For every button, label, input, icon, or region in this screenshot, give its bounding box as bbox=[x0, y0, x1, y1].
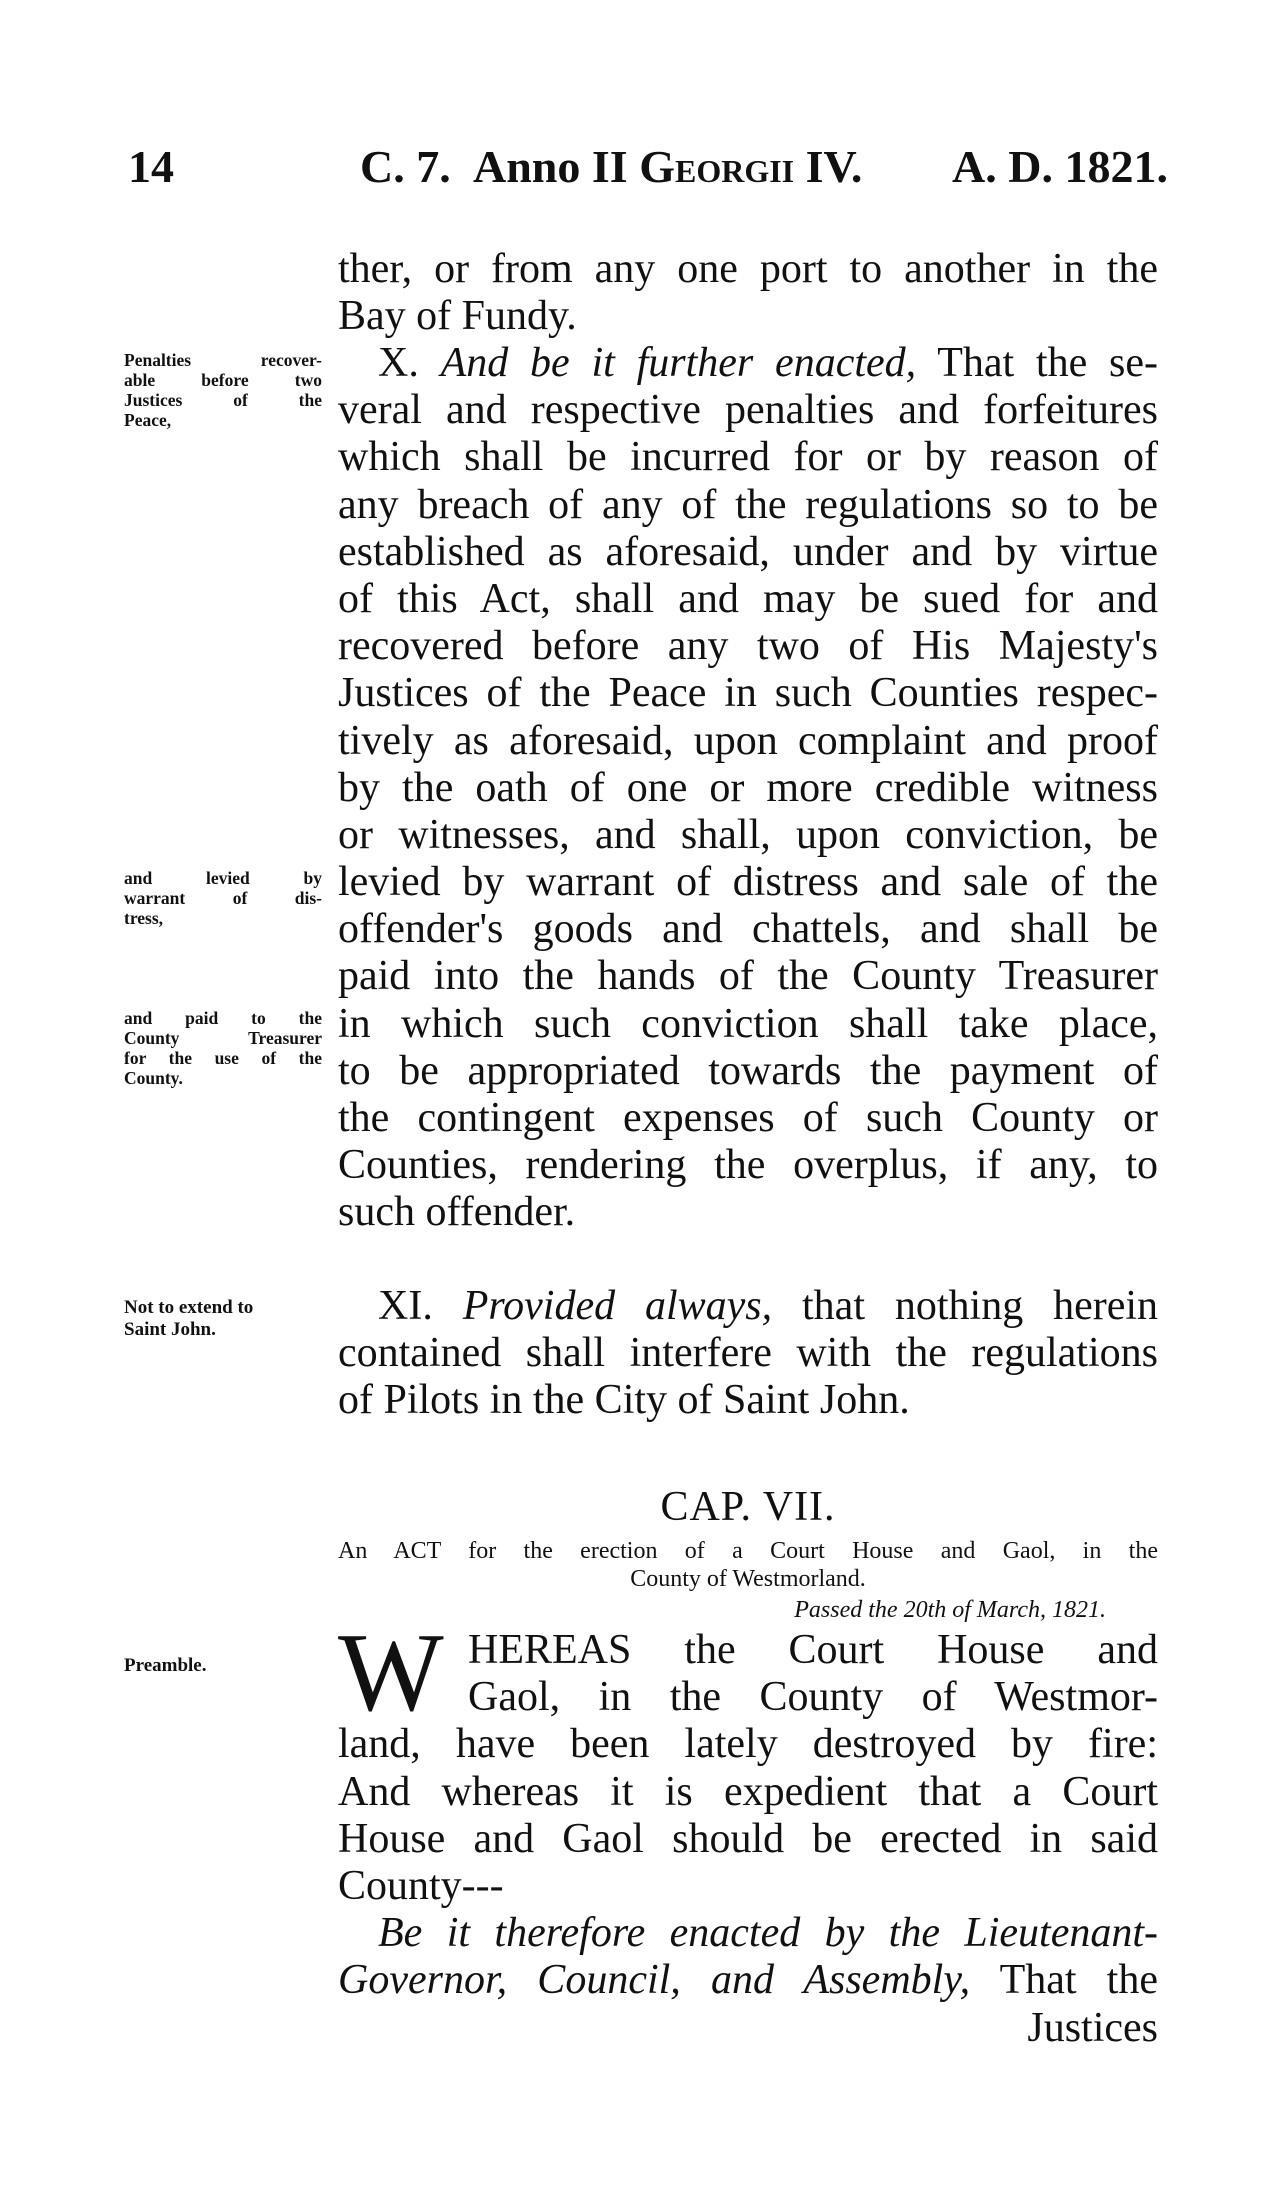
text-line: offender's goods and chattels, and shall be bbox=[338, 906, 1158, 953]
text-line: Counties, rendering the overplus, if any, to bbox=[338, 1142, 1158, 1189]
anno-prefix: Anno II bbox=[473, 141, 628, 192]
text-line: land, have been lately destroyed by fire: bbox=[338, 1721, 1158, 1768]
section-number: X. bbox=[378, 340, 419, 386]
margin-note-preamble bbox=[124, 1656, 322, 1676]
margin-note-line: and levied by bbox=[124, 868, 322, 888]
text-fragment: that nothing herein bbox=[802, 1283, 1159, 1329]
text-line: to be appropriated towards the payment of bbox=[338, 1047, 1158, 1094]
margin-note-line: warrant of dis- bbox=[124, 888, 322, 908]
act-title-line: An ACT for the erection of a Court House and Gaol, in the bbox=[338, 1538, 1158, 1564]
preamble-text bbox=[338, 1627, 1158, 2052]
text-line: established as aforesaid, under and by virtue bbox=[338, 528, 1158, 575]
text-fragment: That the se- bbox=[937, 340, 1158, 386]
continuation-text bbox=[338, 246, 1158, 340]
anno-suffix: IV. bbox=[805, 141, 863, 192]
text-line: Gaol, in the County of Westmor- bbox=[468, 1674, 1158, 1721]
text-line: County--- bbox=[338, 1862, 504, 1909]
section-xi-first-line bbox=[338, 1283, 1158, 1330]
margin-note-line: Preamble. bbox=[124, 1655, 207, 1676]
text-line: tively as aforesaid, upon complaint and proof bbox=[338, 717, 1158, 764]
margin-note-line: Peace, bbox=[124, 410, 172, 430]
margin-note-paid bbox=[124, 1008, 322, 1088]
enactment-words: Governor, Council, and Assembly, bbox=[338, 1957, 971, 2004]
text-line: which shall be incurred for or by reason of bbox=[338, 434, 1158, 481]
text-line: of Pilots in the City of Saint John. bbox=[338, 1377, 910, 1424]
text-line: contained shall interfere with the regulations bbox=[338, 1330, 1158, 1377]
text-line: the contingent expenses of such County or bbox=[338, 1095, 1158, 1141]
text-line: Justices of the Peace in such Counties respec- bbox=[338, 670, 1158, 717]
text-line: ther, or from any one port to another in the bbox=[338, 246, 1158, 292]
text-line: in which such conviction shall take place, bbox=[338, 1000, 1158, 1047]
margin-note-line: Saint John. bbox=[124, 1319, 216, 1340]
text-line: HEREAS the Court House and bbox=[468, 1627, 1158, 1673]
margin-note-not-extend bbox=[124, 1297, 322, 1341]
text-line: by the oath of one or more credible witness bbox=[338, 764, 1158, 811]
margin-note-line: and paid to the bbox=[124, 1008, 322, 1028]
text-line: recovered before any two of His Majesty's bbox=[338, 623, 1158, 670]
text-fragment: That the bbox=[999, 1957, 1158, 2004]
act-title-line: County of Westmorland. bbox=[630, 1566, 866, 1592]
year-of-lord: A. D. 1821. bbox=[952, 141, 1168, 192]
margin-note-line: Penalties recover- bbox=[124, 350, 322, 370]
text-line: of this Act, shall and may be sued for and bbox=[338, 575, 1158, 622]
section-x bbox=[338, 340, 1158, 1237]
margin-note-penalties bbox=[124, 350, 322, 430]
margin-note-line: County. bbox=[124, 1068, 183, 1088]
proviso-words: Provided always, bbox=[462, 1283, 773, 1329]
catchword: Justices bbox=[1027, 2004, 1158, 2051]
chapter-reference: C. 7. bbox=[360, 141, 451, 192]
text-line: paid into the hands of the County Treasurer bbox=[338, 953, 1158, 1000]
enactment-line: Be it therefore enacted by the Lieutenant- bbox=[378, 1910, 1158, 1957]
regnal-year bbox=[473, 140, 862, 193]
text-line: House and Gaol should be erected in said bbox=[338, 1815, 1158, 1862]
margin-note-line: for the use of the bbox=[124, 1048, 322, 1068]
passed-date: Passed the 20th of March, 1821. bbox=[794, 1597, 1106, 1623]
margin-note-line: Not to extend to bbox=[124, 1297, 254, 1318]
text-line: veral and respective penalties and forfeitures bbox=[338, 387, 1158, 434]
margin-note-line: able before two bbox=[124, 370, 322, 390]
text-line: any breach of any of the regulations so to be bbox=[338, 481, 1158, 528]
text-line: Bay of Fundy. bbox=[338, 293, 577, 340]
text-line: such offender. bbox=[338, 1189, 576, 1236]
drop-cap: W bbox=[338, 1611, 444, 1735]
section-xi bbox=[338, 1283, 1158, 1425]
anno-king: Georgii bbox=[639, 141, 795, 192]
enacting-words: And be it further enacted, bbox=[440, 340, 917, 386]
page-number: 14 bbox=[128, 141, 174, 192]
margin-note-line: Justices of the bbox=[124, 390, 322, 410]
running-header bbox=[128, 140, 1168, 200]
section-number: XI. bbox=[378, 1283, 433, 1329]
section-x-first-line bbox=[338, 340, 1158, 387]
margin-note-line: County Treasurer bbox=[124, 1028, 322, 1048]
margin-note-levied bbox=[124, 868, 322, 928]
text-line: And whereas it is expedient that a Court bbox=[338, 1768, 1158, 1815]
chapter-title: CAP. VII. bbox=[660, 1484, 836, 1530]
enactment-line bbox=[338, 1957, 1158, 2004]
act-title bbox=[338, 1537, 1158, 1593]
margin-note-line: tress, bbox=[124, 908, 164, 928]
text-line: or witnesses, and shall, upon conviction, be bbox=[338, 811, 1158, 858]
text-line: levied by warrant of distress and sale of the bbox=[338, 859, 1158, 906]
